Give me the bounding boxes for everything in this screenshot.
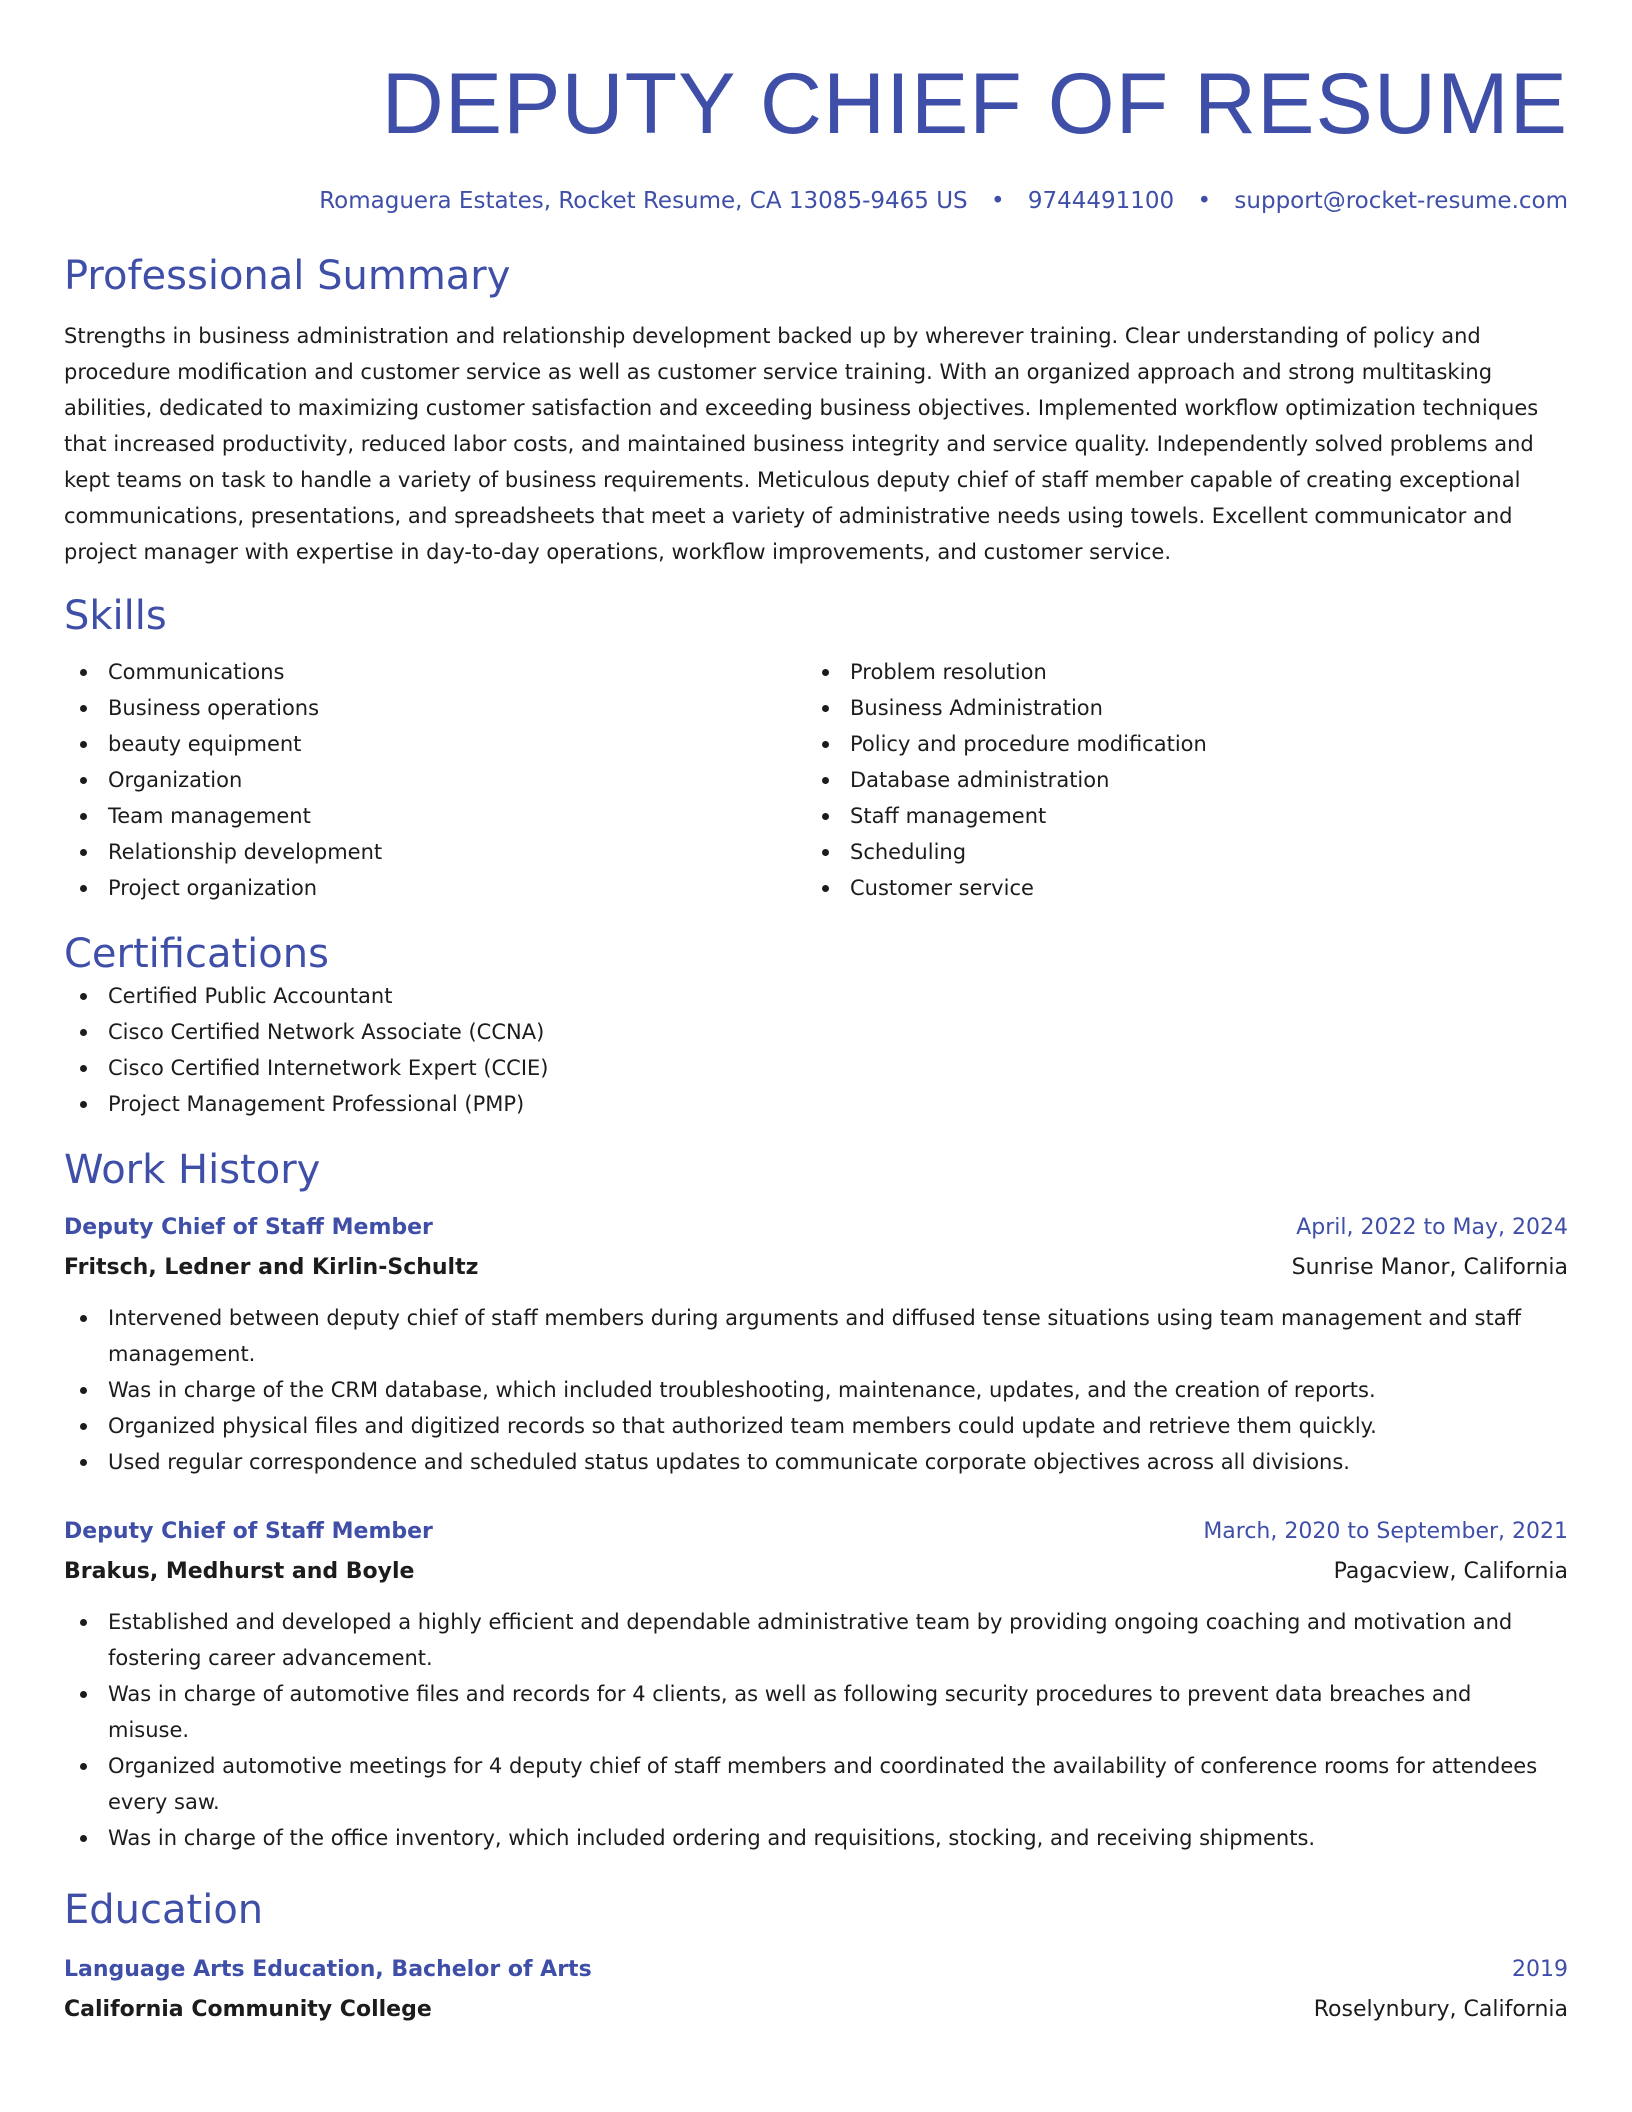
work-history-heading: Work History: [64, 1147, 321, 1193]
job-duty: Used regular correspondence and scheduled status updates to communicate corporate objectives across all divisions.: [64, 1444, 1554, 1480]
certification-item: Project Management Professional (PMP): [64, 1086, 1568, 1122]
education-heading: Education: [64, 1887, 264, 1933]
job-role: Deputy Chief of Staff Member: [64, 1519, 433, 1544]
skill-item: Customer service: [806, 870, 1548, 906]
job-location: Pagacview, California: [1333, 1559, 1568, 1584]
job-role: Deputy Chief of Staff Member: [64, 1215, 433, 1240]
skills-heading: Skills: [64, 593, 167, 639]
skill-item: Problem resolution: [806, 654, 1548, 690]
skill-item: Organization: [64, 762, 806, 798]
resume-header: [64, 0, 1568, 216]
job-duty: Was in charge of the office inventory, which included ordering and requisitions, stocking, and receiving shipments.: [64, 1820, 1554, 1856]
skills-column-right: [806, 654, 1548, 906]
certification-item: Cisco Certified Internetwork Expert (CCIE): [64, 1050, 1568, 1086]
education-year: 2019: [1512, 1957, 1568, 1982]
education-school: California Community College: [64, 1997, 432, 2022]
summary-text: Strengths in business administration and relationship development backed up by wherever training. Clear understanding of policy and procedure modification and customer service as well as customer service training. With an organized approach and strong multitasking abilities, dedicated to maximizing customer satisfaction and exceeding business objectives. Implemented workflow optimization techniques that increased productivity, reduced labor costs, and maintained business integrity and service quality. Independently solved problems and kept teams on task to handle a variety of business requirements. Meticulous deputy chief of staff member capable of creating exceptional communications, presentations, and spreadsheets that meet a variety of administrative needs using towels. Excellent communicator and project manager with expertise in day-to-day operations, workflow improvements, and customer service.: [64, 324, 1539, 564]
skills-column-left: [64, 654, 806, 906]
job-dates: April, 2022 to May, 2024: [1296, 1215, 1568, 1240]
certification-item: Certified Public Accountant: [64, 978, 1568, 1014]
contact-separator: •: [1197, 188, 1212, 214]
job-dates: March, 2020 to September, 2021: [1203, 1519, 1568, 1544]
skill-item: Database administration: [806, 762, 1548, 798]
education-degree: Language Arts Education, Bachelor of Arts: [64, 1957, 592, 1982]
job-company: Brakus, Medhurst and Boyle: [64, 1559, 415, 1584]
job-title-row: [64, 1512, 1568, 1552]
job-duties: [64, 1300, 1554, 1480]
skill-item: Relationship development: [64, 834, 806, 870]
skill-item: beauty equipment: [64, 726, 806, 762]
education-degree-row: [64, 1950, 1568, 1990]
skill-item: Communications: [64, 654, 806, 690]
job-location: Sunrise Manor, California: [1291, 1255, 1568, 1280]
job-duty: Organized automotive meetings for 4 deputy chief of staff members and coordinated the availability of conference rooms for attendees every saw.: [64, 1748, 1554, 1820]
contact-line: [64, 186, 1568, 216]
education-entry: [64, 1950, 1568, 2030]
skill-item: Business Administration: [806, 690, 1548, 726]
skill-item: Business operations: [64, 690, 806, 726]
contact-separator: •: [990, 188, 1005, 214]
job-entry: [64, 1512, 1568, 1856]
job-title-row: [64, 1208, 1568, 1248]
education-location: Roselynbury, California: [1313, 1997, 1568, 2022]
job-duty: Established and developed a highly efficient and dependable administrative team by providing ongoing coaching and motivation and fostering career advancement.: [64, 1604, 1554, 1676]
resume-page: [64, 0, 1568, 2030]
skills-list: [64, 654, 1568, 906]
job-entry: [64, 1208, 1568, 1480]
job-company-row: [64, 1552, 1568, 1592]
job-company: Fritsch, Ledner and Kirlin-Schultz: [64, 1255, 479, 1280]
skill-item: Staff management: [806, 798, 1548, 834]
skill-item: Team management: [64, 798, 806, 834]
contact-address: Romaguera Estates, Rocket Resume, CA 13085-9465 US: [319, 188, 968, 214]
skill-item: Policy and procedure modification: [806, 726, 1548, 762]
job-company-row: [64, 1248, 1568, 1288]
job-duty: Organized physical files and digitized records so that authorized team members could update and retrieve them quickly.: [64, 1408, 1554, 1444]
education-school-row: [64, 1990, 1568, 2030]
summary-heading: Professional Summary: [64, 253, 511, 299]
candidate-name: DEPUTY CHIEF OF RESUME: [381, 56, 1568, 152]
certifications-list: [64, 978, 1568, 1122]
job-duty: Was in charge of automotive files and records for 4 clients, as well as following security procedures to prevent data breaches and misuse.: [64, 1676, 1554, 1748]
job-duty: Intervened between deputy chief of staff members during arguments and diffused tense situations using team management and staff management.: [64, 1300, 1554, 1372]
job-duties: [64, 1604, 1554, 1856]
certification-item: Cisco Certified Network Associate (CCNA): [64, 1014, 1568, 1050]
certifications-heading: Certifications: [64, 931, 329, 977]
contact-email[interactable]: support@rocket-resume.com: [1234, 188, 1568, 214]
skill-item: Scheduling: [806, 834, 1548, 870]
skill-item: Project organization: [64, 870, 806, 906]
job-duty: Was in charge of the CRM database, which included troubleshooting, maintenance, updates, and the creation of reports.: [64, 1372, 1554, 1408]
contact-phone: 9744491100: [1027, 188, 1175, 214]
